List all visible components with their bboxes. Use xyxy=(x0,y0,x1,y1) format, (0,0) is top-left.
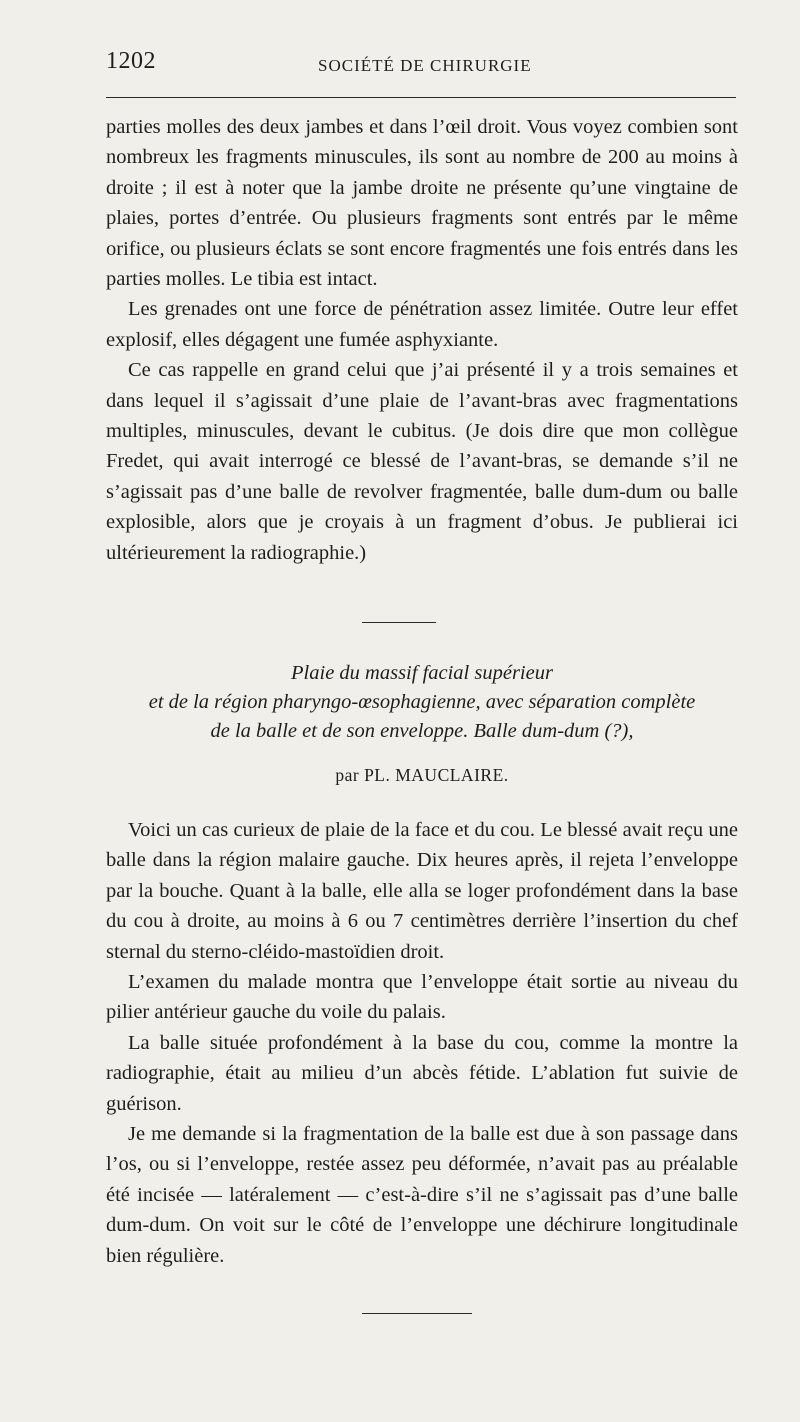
paragraph: Les grenades ont une force de pénétration assez limitée. Outre leur effet explosif, elles dégagent une fumée asphyxiante. xyxy=(106,298,738,351)
running-head: SOCIÉTÉ DE CHIRURGIE xyxy=(318,56,532,75)
article-title-line: de la balle et de son enveloppe. Balle dum-dum (?), xyxy=(210,720,634,742)
paragraph: La balle située profondément à la base du cou, comme la montre la radiographie, était au milieu d’un abcès fétide. L’ablation fut suivie de guérison. xyxy=(106,1031,738,1115)
article-title-line: et de la région pharyngo-œsophagienne, avec séparation complète xyxy=(148,691,696,713)
page-number: 1202 xyxy=(106,48,156,74)
article-title xyxy=(106,659,738,746)
article-text xyxy=(106,815,738,1271)
paragraph: parties molles des deux jambes et dans l’œil droit. Vous voyez combien sont nombreux les fragments minuscules, ils sont au nombre de 200 au moins à droite ; il est à noter que la jambe droite ne présente qu’une vingtaine de plaies, portes d’entrée. Ou plusieurs fragments sont entrés par le même orifice, ou plusieurs éclats se sont encore fragmentés une fois entrés dans les parties molles. Le tibia est intact. xyxy=(106,116,738,291)
paragraph: Ce cas rappelle en grand celui que j’ai présenté il y a trois semaines et dans lequel il s’agissait d’une plaie de l’avant-bras avec fragmentations multiples, minuscules, devant le cubitus. (Je dois dire que mon collègue Fredet, qui avait interrogé ce blessé de l’avant-bras, se demande s’il ne s’agissait pas d’une balle de revolver fragmentée, balle dum-dum ou balle explosible, alors que je croyais à un fragment d’obus. Je publierai ici ultérieurement la radiographie.) xyxy=(106,359,738,564)
header-rule xyxy=(106,97,736,98)
paragraph: L’examen du malade montra que l’enveloppe était sortie au niveau du pilier antérieur gauche du voile du palais. xyxy=(106,971,738,1024)
paragraph: Je me demande si la fragmentation de la balle est due à son passage dans l’os, ou si l’enveloppe, restée assez peu déformée, n’avait pas au préalable été incisée — latéralement — c’est-à-dire s’il ne s’agissait pas d’une balle dum-dum. On voit sur le côté de l’enveloppe une déchirure longitudinale bien régulière. xyxy=(106,1123,738,1267)
paragraph: Voici un cas curieux de plaie de la face et du cou. Le blessé avait reçu une balle dans la région malaire gauche. Dix heures après, il rejeta l’enveloppe par la bouche. Quant à la balle, elle alla se loger profondément dans la base du cou à droite, au moins à 6 ou 7 centimètres derrière l’insertion du chef sternal du sterno-cléido-mastoïdien droit. xyxy=(106,819,738,963)
article-byline: par PL. MAUCLAIRE. xyxy=(335,765,509,785)
previous-article-text xyxy=(106,112,738,568)
end-rule xyxy=(362,1313,472,1314)
section-divider xyxy=(362,622,436,623)
article-title-line: Plaie du massif facial supérieur xyxy=(291,662,553,684)
page-header xyxy=(106,48,736,80)
